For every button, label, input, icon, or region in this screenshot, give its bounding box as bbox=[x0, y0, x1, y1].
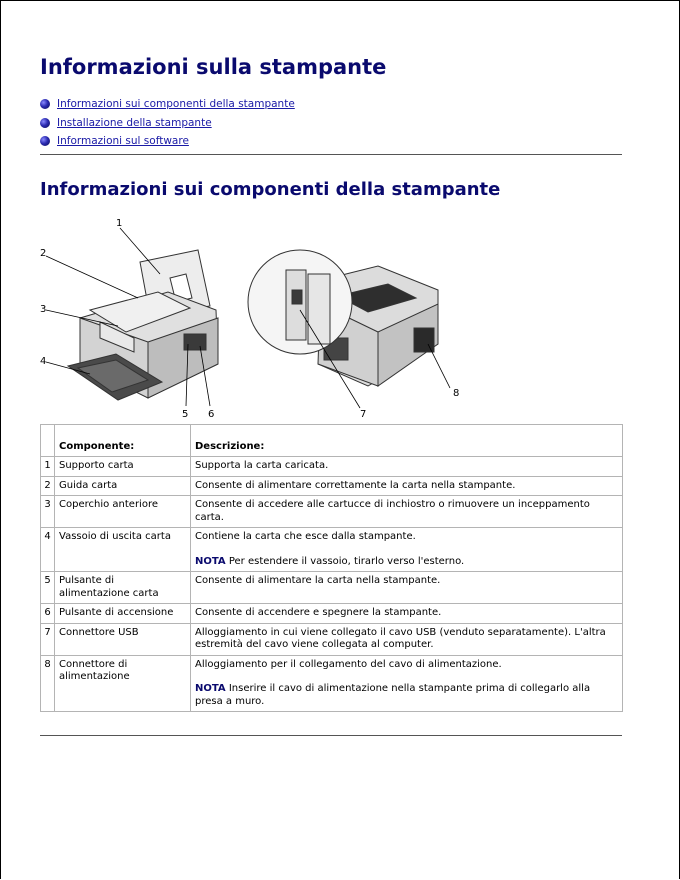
printer-front-illustration bbox=[68, 250, 218, 400]
row-number: 3 bbox=[41, 496, 55, 528]
toc-link-installation[interactable]: Installazione della stampante bbox=[57, 116, 212, 129]
page-title: Informazioni sulla stampante bbox=[40, 55, 387, 79]
section-divider bbox=[40, 154, 622, 155]
note-text: Per estendere il vassoio, tirarlo verso l'esterno. bbox=[228, 555, 465, 567]
toc-link-components[interactable]: Informazioni sui componenti della stampante bbox=[57, 98, 295, 111]
table-row bbox=[41, 604, 623, 624]
header-component: Componente: bbox=[55, 425, 191, 457]
row-number: 7 bbox=[41, 623, 55, 655]
row-component: Supporto carta bbox=[55, 457, 191, 477]
row-component: Connettore USB bbox=[55, 623, 191, 655]
callout-7: 7 bbox=[360, 409, 367, 420]
callout-1: 1 bbox=[116, 218, 123, 229]
table-of-contents bbox=[40, 95, 295, 151]
bottom-divider bbox=[40, 735, 622, 736]
table-row bbox=[41, 623, 623, 655]
row-description: Alloggiamento per il collegamento del cavo di alimentazione. bbox=[195, 658, 502, 670]
table-row bbox=[41, 476, 623, 496]
toc-item bbox=[40, 114, 295, 133]
row-description-cell bbox=[191, 528, 623, 572]
toc-link-software[interactable]: Informazioni sul software bbox=[57, 135, 189, 148]
bullet-icon bbox=[40, 136, 50, 146]
bullet-icon bbox=[40, 118, 50, 128]
note-text: Inserire il cavo di alimentazione nella stampante prima di collegarlo alla presa a muro. bbox=[195, 683, 591, 707]
note bbox=[195, 683, 618, 708]
table-row bbox=[41, 496, 623, 528]
components-table bbox=[40, 424, 623, 712]
header-description: Descrizione: bbox=[191, 425, 623, 457]
table-header-row bbox=[41, 425, 623, 457]
row-number: 2 bbox=[41, 476, 55, 496]
table-row bbox=[41, 528, 623, 572]
row-component: Pulsante di alimentazione carta bbox=[55, 572, 191, 604]
table-row bbox=[41, 572, 623, 604]
row-description: Consente di alimentare la carta nella stampante. bbox=[191, 572, 623, 604]
row-description: Consente di alimentare correttamente la carta nella stampante. bbox=[191, 476, 623, 496]
row-number: 5 bbox=[41, 572, 55, 604]
header-num-cell bbox=[41, 425, 55, 457]
row-component: Connettore di alimentazione bbox=[55, 655, 191, 712]
toc-item bbox=[40, 132, 295, 151]
callout-4: 4 bbox=[40, 356, 47, 367]
row-description: Supporta la carta caricata. bbox=[191, 457, 623, 477]
row-description: Alloggiamento in cui viene collegato il cavo USB (venduto separatamente). L'altra estremità del cavo viene collegata al computer. bbox=[191, 623, 623, 655]
row-description-cell bbox=[191, 655, 623, 712]
bullet-icon bbox=[40, 99, 50, 109]
note-label: NOTA bbox=[195, 555, 226, 567]
table-row bbox=[41, 655, 623, 712]
row-number: 8 bbox=[41, 655, 55, 712]
note-label: NOTA bbox=[195, 683, 226, 694]
row-number: 1 bbox=[41, 457, 55, 477]
callout-6: 6 bbox=[208, 409, 215, 420]
row-component: Vassoio di uscita carta bbox=[55, 528, 191, 572]
toc-item bbox=[40, 95, 295, 114]
callout-5: 5 bbox=[182, 409, 189, 420]
row-component: Pulsante di accensione bbox=[55, 604, 191, 624]
row-number: 4 bbox=[41, 528, 55, 572]
note bbox=[195, 556, 618, 569]
table-row bbox=[41, 457, 623, 477]
callout-8: 8 bbox=[453, 388, 460, 399]
section-title: Informazioni sui componenti della stampante bbox=[40, 179, 501, 200]
row-description: Contiene la carta che esce dalla stampante. bbox=[195, 531, 416, 542]
row-number: 6 bbox=[41, 604, 55, 624]
row-component: Guida carta bbox=[55, 476, 191, 496]
callout-2: 2 bbox=[40, 248, 47, 259]
callout-3: 3 bbox=[40, 304, 47, 315]
printer-rear-illustration bbox=[248, 250, 438, 386]
printer-diagram bbox=[38, 214, 468, 424]
row-component: Coperchio anteriore bbox=[55, 496, 191, 528]
row-description: Consente di accendere e spegnere la stampante. bbox=[191, 604, 623, 624]
row-description: Consente di accedere alle cartucce di inchiostro o rimuovere un inceppamento carta. bbox=[191, 496, 623, 528]
